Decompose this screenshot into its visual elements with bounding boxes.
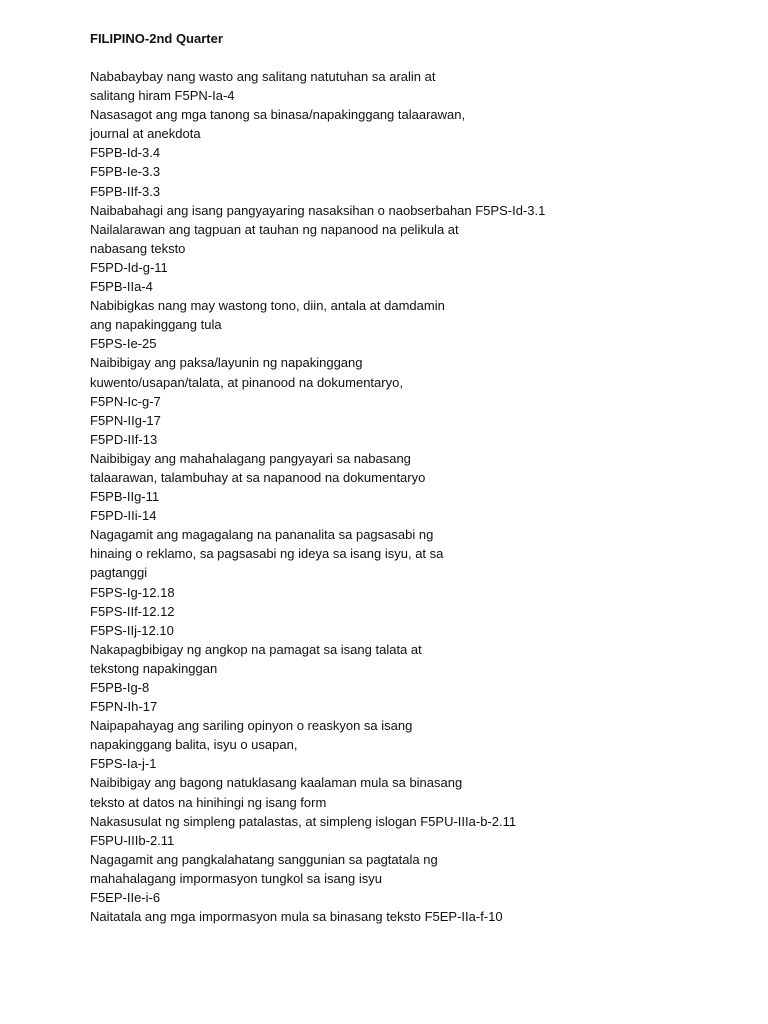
code-line: F5PB-Ig-8 (90, 680, 150, 695)
code-line: F5EP-IIe-i-6 (90, 890, 161, 906)
text-line: Naipapahayag ang sariling opinyon o reaskyon sa isang (90, 718, 413, 734)
text-line: pagtanggi (90, 565, 148, 581)
text-line: salitang hiram F5PN-Ia-4 (90, 88, 235, 104)
text-line: journal at anekdota (90, 126, 201, 142)
code-line: F5PB-IIf-3.3 (90, 183, 161, 199)
code-line: F5PS-IIj-12.10 (90, 622, 174, 638)
text-line: talaarawan, talambuhay at sa napanood na dokumentaryo (90, 469, 426, 485)
document-title: FILIPINO-2nd Quarter (90, 31, 223, 46)
code-line: F5PS-Ig-12.18 (90, 584, 175, 600)
text-line: napakinggang balita, isyu o usapan, (90, 737, 298, 753)
code-line: F5PB-IIa-4 (90, 279, 153, 295)
code-line: F5PN-Ic-g-7 (90, 393, 161, 409)
text-line: Naitatala ang mga impormasyon mula sa binasang teksto F5EP-IIa-f-10 (90, 909, 503, 925)
text-line: Nagagamit ang pangkalahatang sanggunian sa pagtatala ng (90, 851, 438, 867)
text-line: tekstong napakinggan (90, 660, 218, 676)
text-line: hinaing o reklamo, sa pagsasabi ng ideya sa isang isyu, at sa (90, 546, 444, 562)
code-line: F5PD-Id-g-11 (90, 259, 168, 275)
code-line: F5PS-IIf-12.12 (90, 603, 175, 619)
text-line: Nakasusulat ng simpleng patalastas, at simpleng islogan F5PU-IIIa-b-2.11 (90, 813, 517, 829)
text-line: ang napakinggang tula (90, 317, 222, 333)
code-line: F5PN-Ih-17 (90, 699, 158, 715)
text-line: teksto at datos na hinihingi ng isang form (90, 794, 327, 810)
code-line: F5PB-Ie-3.3 (90, 164, 161, 180)
code-line: F5PB-Id-3.4 (90, 145, 161, 161)
text-line: Naibabahagi ang isang pangyayaring nasaksihan o naobserbahan F5PS-Id-3.1 (90, 202, 546, 218)
text-line: Nabibigkas nang may wastong tono, diin, antala at damdamin (90, 298, 445, 314)
text-line: Naibibigay ang bagong natuklasang kaalaman mula sa binasang (90, 775, 463, 791)
code-line: F5PN-IIg-17 (90, 412, 161, 428)
document-page (90, 29, 750, 926)
code-line: F5PD-IIi-14 (90, 508, 157, 524)
text-line: Nasasagot ang mga tanong sa binasa/napakinggang talaarawan, (90, 107, 466, 123)
text-line: Naibibigay ang mahahalagang pangyayari sa nabasang (90, 450, 411, 466)
text-line: nabasang teksto (90, 240, 186, 256)
text-line: Nagagamit ang magagalang na pananalita sa pagsasabi ng (90, 527, 434, 543)
code-line: F5PS-Ie-25 (90, 336, 157, 352)
text-line: Nakapagbibigay ng angkop na pamagat sa isang talata at (90, 641, 422, 657)
code-line: F5PD-IIf-13 (90, 431, 158, 447)
text-line: Nailalarawan ang tagpuan at tauhan ng napanood na pelikula at (90, 221, 459, 237)
text-line: kuwento/usapan/talata, at pinanood na dokumentaryo, (90, 374, 403, 390)
code-line: F5PU-IIIb-2.11 (90, 832, 175, 848)
text-line: mahahalagang impormasyon tungkol sa isang isyu (90, 870, 382, 886)
code-line: F5PB-IIg-11 (90, 489, 160, 505)
code-line: F5PS-Ia-j-1 (90, 756, 157, 772)
text-line: Nababaybay nang wasto ang salitang natutuhan sa aralin at (90, 69, 436, 84)
text-line: Naibibigay ang paksa/layunin ng napakinggang (90, 355, 363, 371)
competency-list (90, 67, 750, 926)
